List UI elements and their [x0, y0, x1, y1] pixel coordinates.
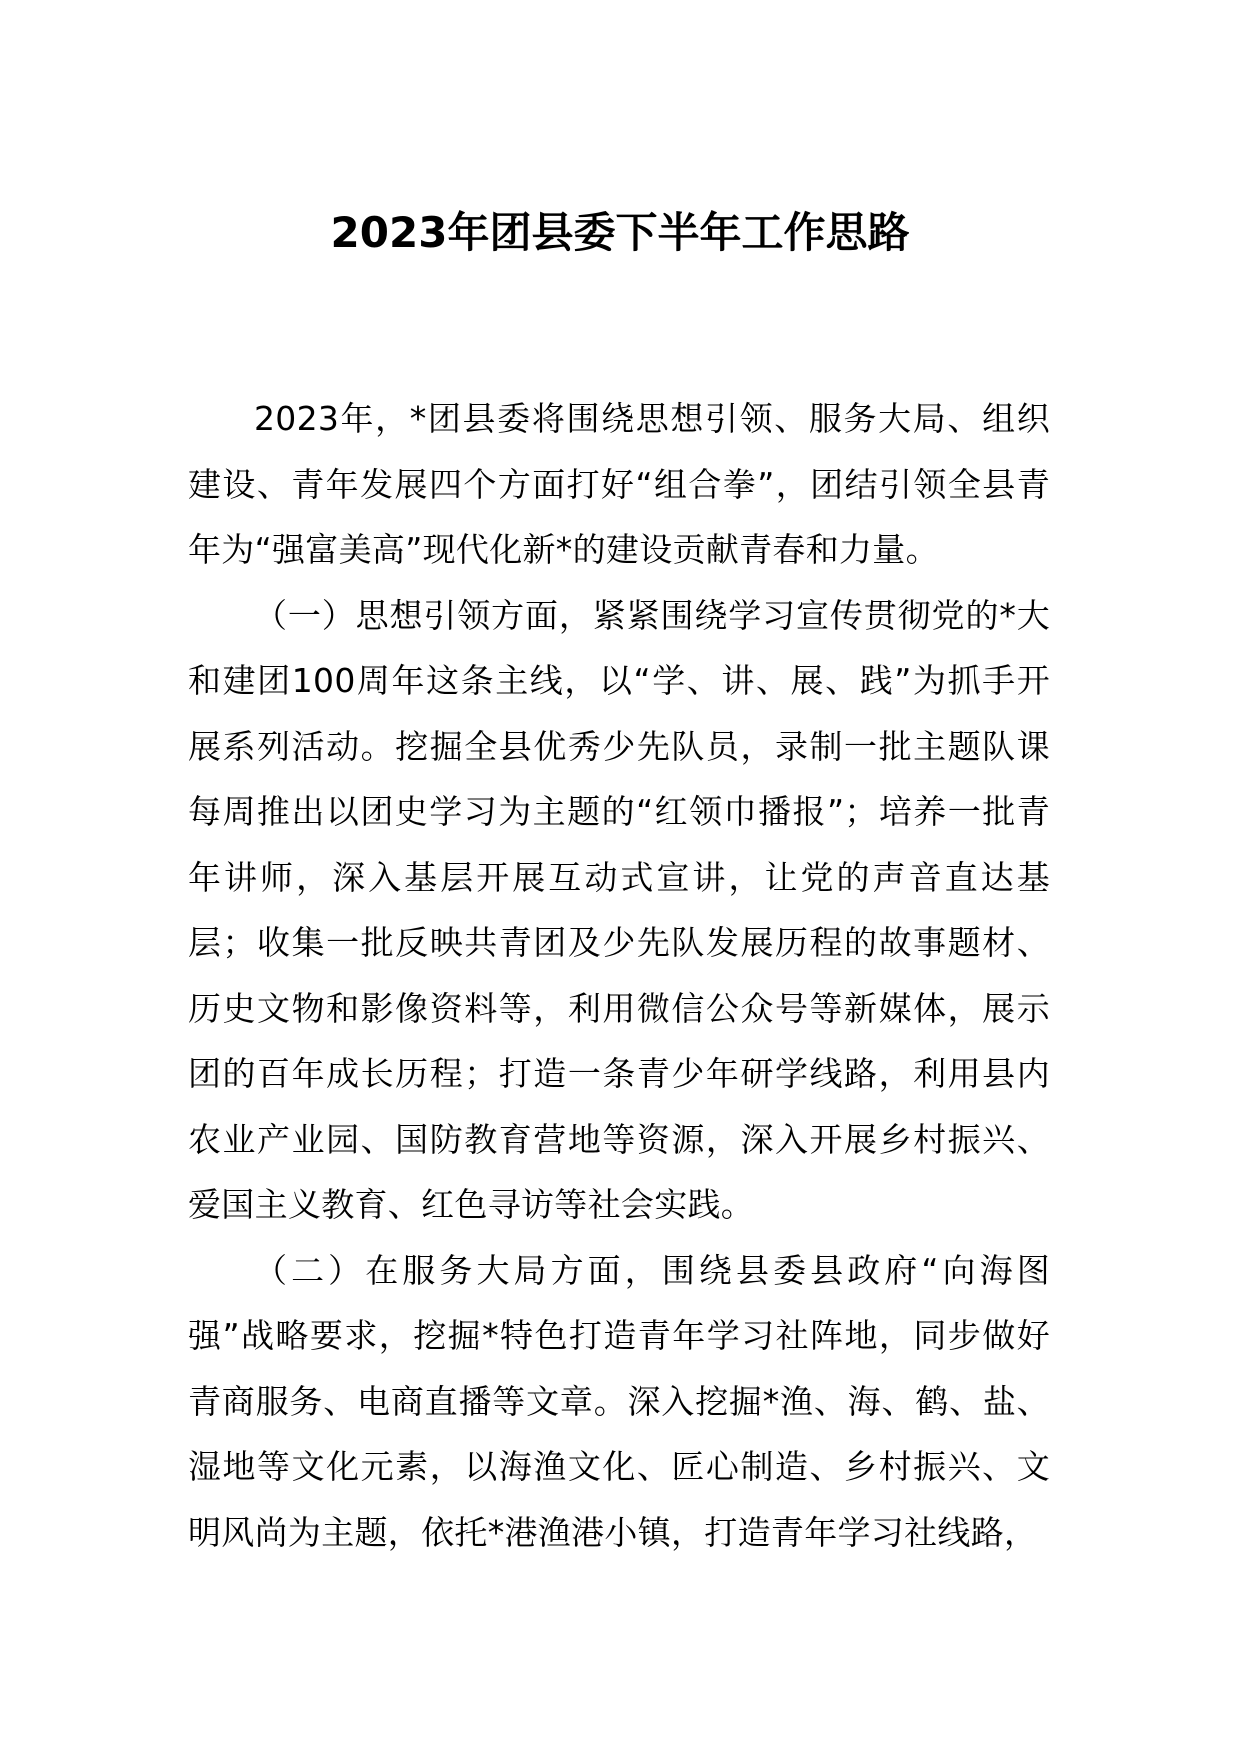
document-title: 2023年团县委下半年工作思路	[330, 208, 910, 257]
paragraph-ideological-guidance: （一）思想引领方面，紧紧围绕学习宣传贯彻党的*大和建团100周年这条主线，以“学、讲、展、践”为抓手开展系列活动。挖掘全县优秀少先队员，录制一批主题队课每周推出以团史学习为主题的“红领巾播报”；培养一批青年讲师，深入基层开展互动式宣讲，让党的声音直达基层；收集一批反映共青团及少先队发展历程的故事题材、历史文物和影像资料等，利用微信公众号等新媒体，展示团的百年成长历程；打造一条青少年研学线路，利用县内农业产业园、国防教育营地等资源，深入开展乡村振兴、爱国主义教育、红色寻访等社会实践。	[188, 595, 1050, 1224]
document-body	[188, 386, 1050, 1565]
paragraph-intro: 2023年，*团县委将围绕思想引领、服务大局、组织建设、青年发展四个方面打好“组合拳”，团结引领全县青年为“强富美高”现代化新*的建设贡献青春和力量。	[188, 399, 1050, 569]
paragraph-serving-overall: （二）在服务大局方面，围绕县委县政府“向海图强”战略要求，挖掘*特色打造青年学习社阵地，同步做好青商服务、电商直播等文章。深入挖掘*渔、海、鹤、盐、湿地等文化元素，以海渔文化、匠心制造、乡村振兴、文明风尚为主题，依托*港渔港小镇，打造青年学习社线路，	[188, 1250, 1050, 1552]
